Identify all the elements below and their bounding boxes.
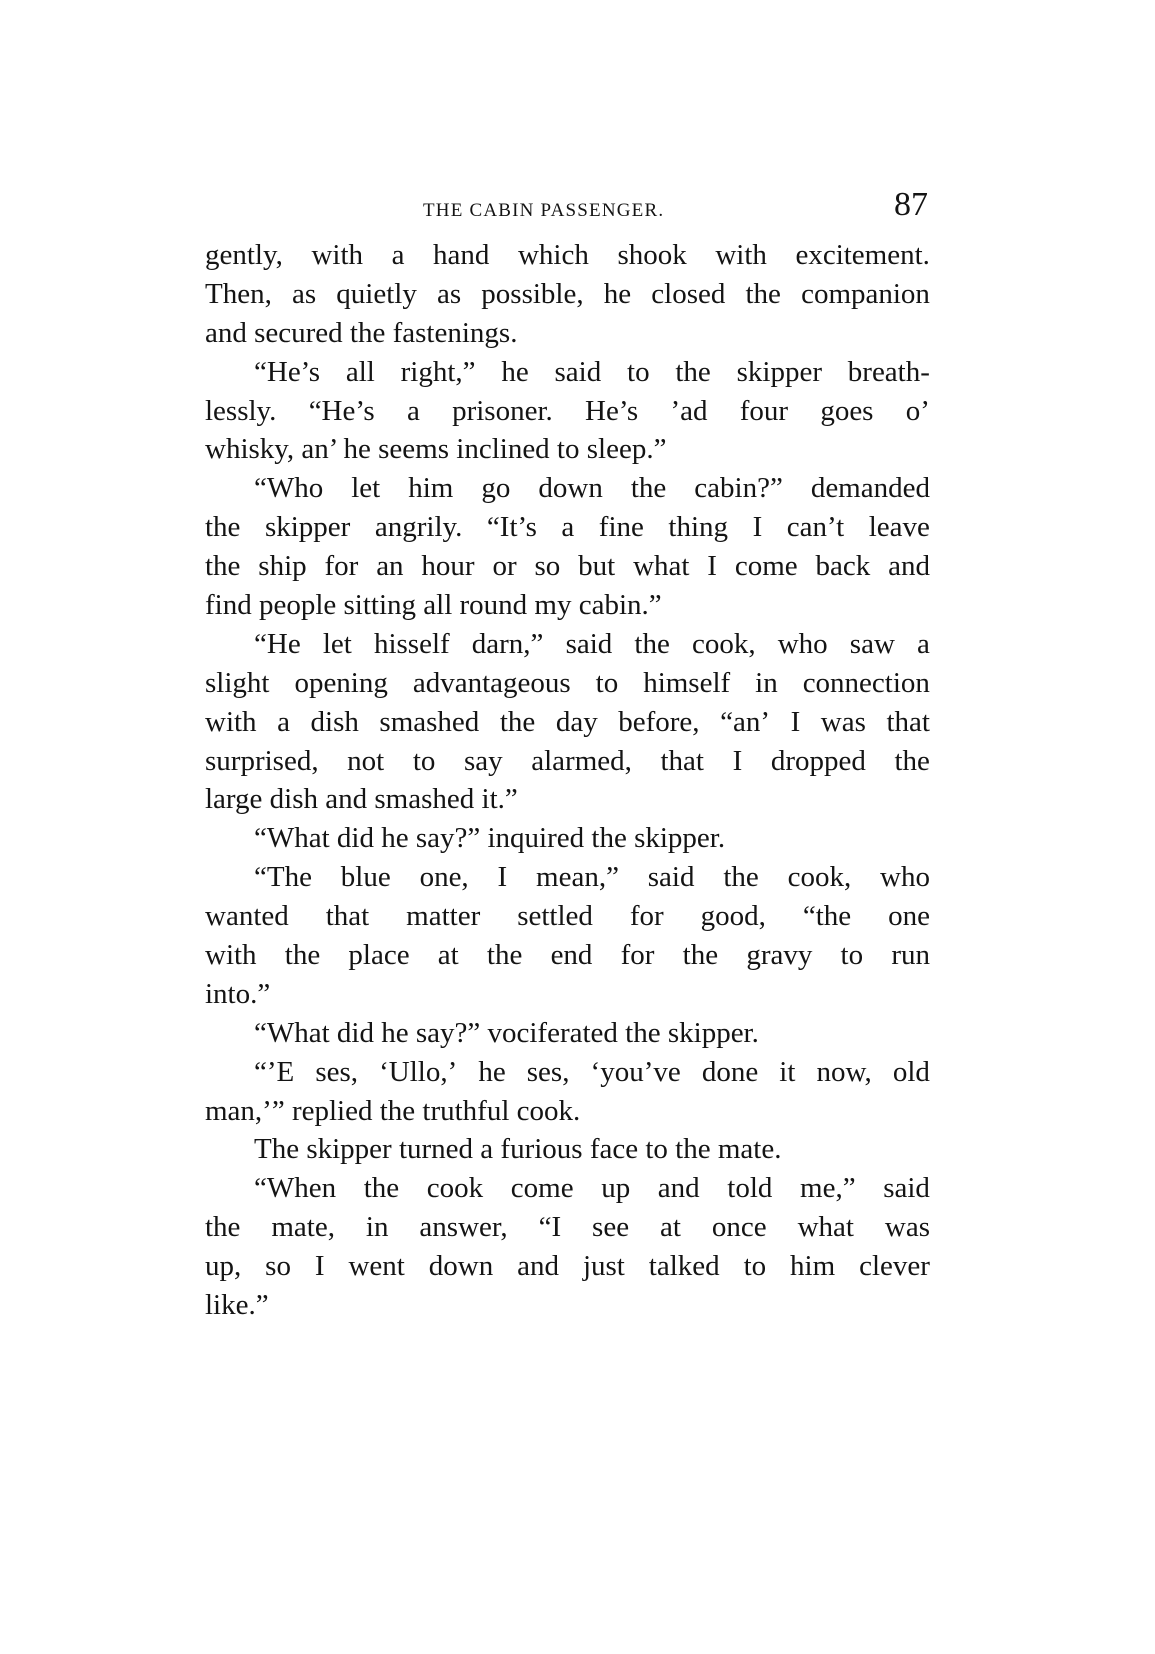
word: angrily. <box>374 511 463 544</box>
word: told <box>727 1172 773 1205</box>
word: surprised, <box>205 744 319 777</box>
word: gravy <box>746 939 813 972</box>
page-number: 87 <box>894 186 928 223</box>
word: lessly. <box>205 394 277 427</box>
word: with <box>311 239 363 271</box>
text-line <box>205 1053 930 1092</box>
word: to <box>412 744 436 777</box>
text-line: man,’” replied the truthful cook. <box>205 1094 581 1127</box>
running-title: THE CABIN PASSENGER. <box>423 200 665 221</box>
word: mean,” <box>536 861 619 894</box>
word: to <box>595 666 619 699</box>
word: one, <box>419 861 469 894</box>
word: run <box>891 939 930 972</box>
word: hand <box>433 239 490 271</box>
word: alarmed, <box>531 744 632 777</box>
word: not <box>347 744 385 777</box>
word: with <box>205 939 257 972</box>
word: hour <box>421 550 475 583</box>
word: shook <box>617 239 687 271</box>
word: up, <box>205 1250 242 1283</box>
word: who <box>777 627 828 660</box>
word: “When <box>254 1172 337 1205</box>
word: but <box>578 550 616 583</box>
word: dish <box>310 705 359 738</box>
word: “an’ <box>720 705 771 738</box>
word: “He <box>254 627 301 660</box>
word: which <box>517 239 589 271</box>
word: quietly <box>336 277 417 310</box>
word: prisoner. <box>452 394 553 427</box>
word: an <box>376 550 404 583</box>
word: excitement. <box>795 239 930 271</box>
word: before, <box>618 705 700 738</box>
word: at <box>437 939 459 972</box>
word: dropped <box>770 744 866 777</box>
word: “the <box>802 900 852 933</box>
word: him <box>408 472 454 505</box>
word: the <box>675 355 711 388</box>
word: cook, <box>787 861 852 894</box>
word: the <box>634 627 670 660</box>
word: back <box>815 550 871 583</box>
word: was <box>884 1211 930 1244</box>
word: blue <box>340 861 391 894</box>
word: with <box>715 239 767 271</box>
word: connection <box>802 666 930 699</box>
word: who <box>880 861 930 894</box>
text-line: whisky, an’ he seems inclined to sleep.” <box>205 433 667 466</box>
running-head <box>205 186 930 236</box>
word: mate, <box>271 1211 335 1244</box>
text-line <box>205 547 930 586</box>
word: the <box>205 511 241 544</box>
word: I <box>752 511 763 544</box>
word: “The <box>254 861 312 894</box>
word: “He’s <box>308 394 375 427</box>
word: thing <box>668 511 729 544</box>
word: to <box>840 939 864 972</box>
word: darn,” <box>471 627 544 660</box>
word: so <box>534 550 561 583</box>
word: gently, <box>205 239 283 271</box>
word: a <box>917 627 930 660</box>
text-line: find people sitting all round my cabin.” <box>205 589 662 622</box>
word: come <box>510 1172 574 1205</box>
word: I <box>790 705 801 738</box>
text-line: into.” <box>205 977 271 1010</box>
word: he <box>478 1055 506 1088</box>
text-line <box>205 703 930 742</box>
word: was <box>820 705 866 738</box>
text-line: “What did he say?” vociferated the skipper. <box>254 1016 759 1049</box>
word: down <box>428 1250 494 1283</box>
word: old <box>892 1055 930 1088</box>
word: “’E <box>254 1055 295 1088</box>
word: saw <box>849 627 895 660</box>
word: four <box>739 394 789 427</box>
word: “Who <box>254 472 324 505</box>
word: me,” <box>800 1172 856 1205</box>
word: he <box>603 277 632 310</box>
text-line <box>205 1169 930 1208</box>
word: a <box>406 394 420 427</box>
word: ‘you’ve <box>590 1055 681 1088</box>
word: that <box>886 705 930 738</box>
word: hisself <box>373 627 450 660</box>
word: said <box>554 355 602 388</box>
word: cabin?” <box>694 472 783 505</box>
word: see <box>592 1211 630 1244</box>
word: I <box>707 550 717 583</box>
word: as <box>436 277 462 310</box>
word: down <box>538 472 603 505</box>
text-line <box>205 742 930 781</box>
word: or <box>492 550 517 583</box>
text-line <box>205 275 930 314</box>
word: in <box>755 666 778 699</box>
word: once <box>711 1211 767 1244</box>
text-line <box>205 858 930 897</box>
word: done <box>701 1055 759 1088</box>
word: for <box>620 939 655 972</box>
word: and <box>888 550 930 583</box>
word: “I <box>538 1211 562 1244</box>
text-line: The skipper turned a furious face to the mate. <box>254 1133 782 1166</box>
word: Then, <box>205 277 272 310</box>
word: place <box>348 939 410 972</box>
word: ses, <box>315 1055 359 1088</box>
text-line <box>205 236 930 275</box>
word: day <box>555 705 598 738</box>
word: the <box>205 1211 241 1244</box>
text-line: “What did he say?” inquired the skipper. <box>254 822 726 855</box>
word: went <box>348 1250 405 1283</box>
word: let <box>322 627 352 660</box>
text-line <box>205 353 930 392</box>
word: come <box>734 550 798 583</box>
word: go <box>481 472 511 505</box>
word: and <box>657 1172 700 1205</box>
word: talked <box>648 1250 720 1283</box>
word: advantageous <box>412 666 571 699</box>
word: clever <box>859 1250 930 1283</box>
word: the <box>284 939 321 972</box>
word: at <box>660 1211 681 1244</box>
text-line <box>205 469 930 508</box>
word: ses, <box>526 1055 570 1088</box>
word: to <box>627 355 650 388</box>
word: demanded <box>810 472 930 505</box>
word: closed <box>651 277 726 310</box>
word: opening <box>294 666 388 699</box>
word: with <box>205 705 257 738</box>
word: He’s <box>585 394 639 427</box>
word: the <box>894 744 930 777</box>
word: he <box>501 355 529 388</box>
word: a <box>391 239 405 271</box>
word: breath- <box>847 355 930 388</box>
word: the <box>630 472 667 505</box>
word: to <box>743 1250 767 1283</box>
word: settled <box>517 900 593 933</box>
word: said <box>647 861 695 894</box>
word: it <box>779 1055 796 1088</box>
word: ’ad <box>670 394 708 427</box>
text-line <box>205 664 930 703</box>
body-text <box>205 236 930 1325</box>
text-line <box>205 625 930 664</box>
word: cook, <box>691 627 756 660</box>
text-line: large dish and smashed it.” <box>205 783 518 816</box>
word: the <box>723 861 759 894</box>
word: possible, <box>481 277 584 310</box>
word: companion <box>801 277 930 310</box>
text-line: and secured the fastenings. <box>205 316 518 349</box>
text-line <box>205 897 930 936</box>
word: cook <box>426 1172 484 1205</box>
word: one <box>888 900 930 933</box>
word: the <box>205 550 241 583</box>
text-line <box>205 392 930 431</box>
word: him <box>790 1250 836 1283</box>
word: the <box>745 277 781 310</box>
word: say <box>463 744 503 777</box>
word: “It’s <box>486 511 537 544</box>
word: the <box>499 705 536 738</box>
word: skipper <box>264 511 351 544</box>
text-line <box>205 508 930 547</box>
word: end <box>550 939 593 972</box>
word: as <box>291 277 317 310</box>
word: smashed <box>379 705 480 738</box>
word: wanted <box>205 900 289 933</box>
word: o’ <box>905 394 930 427</box>
word: said <box>883 1172 930 1205</box>
word: for <box>629 900 664 933</box>
word: “He’s <box>254 355 321 388</box>
word: fine <box>598 511 644 544</box>
word: good, <box>700 900 766 933</box>
word: the <box>486 939 523 972</box>
word: I <box>497 861 508 894</box>
text-line <box>205 1247 930 1286</box>
word: so <box>265 1250 291 1283</box>
word: what <box>633 550 690 583</box>
word: let <box>351 472 381 505</box>
word: what <box>797 1211 854 1244</box>
word: answer, <box>419 1211 508 1244</box>
word: slight <box>205 666 270 699</box>
word: goes <box>820 394 874 427</box>
word: can’t <box>786 511 845 544</box>
word: and <box>517 1250 560 1283</box>
text-line <box>205 936 930 975</box>
word: that <box>325 900 370 933</box>
word: ship <box>258 550 307 583</box>
word: the <box>682 939 719 972</box>
word: a <box>277 705 290 738</box>
word: now, <box>816 1055 872 1088</box>
word: I <box>314 1250 325 1283</box>
word: ‘Ullo,’ <box>379 1055 458 1088</box>
word: I <box>732 744 743 777</box>
word: leave <box>868 511 930 544</box>
word: right,” <box>400 355 476 388</box>
word: a <box>561 511 575 544</box>
word: himself <box>643 666 731 699</box>
word: up <box>601 1172 631 1205</box>
text-line <box>205 1208 930 1247</box>
word: that <box>660 744 704 777</box>
word: matter <box>406 900 481 933</box>
word: in <box>365 1211 389 1244</box>
word: said <box>565 627 613 660</box>
word: just <box>582 1250 625 1283</box>
word: all <box>345 355 375 388</box>
word: for <box>324 550 359 583</box>
word: the <box>363 1172 400 1205</box>
text-line: like.” <box>205 1289 269 1322</box>
word: skipper <box>736 355 822 388</box>
